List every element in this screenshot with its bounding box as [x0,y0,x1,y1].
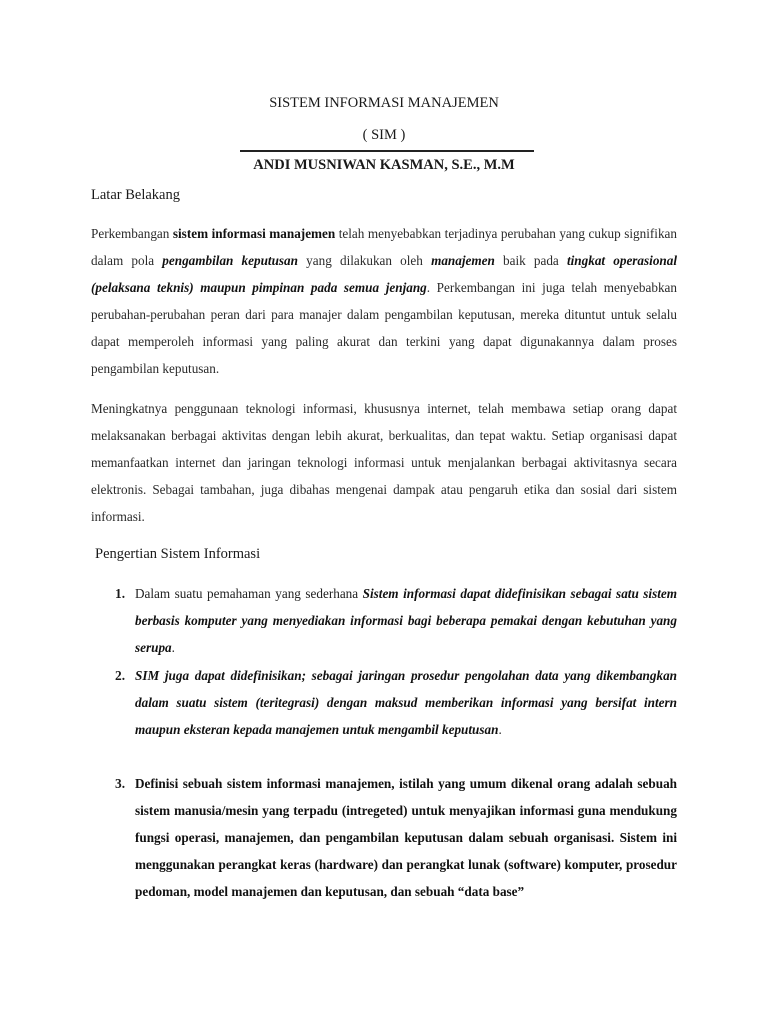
text-run: . [498,722,502,737]
bold-italic-term: manajemen [431,253,495,268]
bold-italic-term: Sistem informasi dapat didefinisikan sebagai satu sistem berbasis komputer yang menyediakan informasi bagi beberapa pemakai dengan kebutuhan yang serupa [135,586,678,655]
paragraph-2: Meningkatnya penggunaan teknologi informasi, khususnya internet, telah membawa setiap orang dapat melaksanakan berbagai aktivitas dengan lebih akurat, berkualitas, dan tepat waktu. Setiap organisasi dapat memanfaatkan internet dan jaringan teknologi informasi untuk menjalankan berbagai aktivitasnya secara elektronis. Sebagai tambahan, juga dibahas mengenai dampak atau pengaruh etika dan sosial dari sistem informasi. [91,401,677,524]
section-heading-pengertian: Pengertian Sistem Informasi [95,546,261,562]
text-run: yang dilakukan oleh [298,253,432,268]
bold-italic-term: SIM juga dapat didefinisikan; sebagai jaringan prosedur pengolahan data yang dikembangkan dalam suatu sistem (teritegrasi) dengan maksud memberikan informasi yang bersifat intern maupun eksteran kepada manajemen untuk mengambil keputusan [135,668,677,737]
text-run: . Perkembangan ini juga telah menyebabkan perubahan-perubahan peran dari para manajer dalam pengambilan keputusan, mereka dituntut untuk selalu dapat memperoleh informasi yang paling akurat dan terkini yang dapat digunakannya dalam proses pengambilan keputusan. [91,280,677,376]
text-run: baik pada [494,253,567,268]
text-run: Dalam suatu pemahaman yang sederhana [135,586,363,601]
text-run: . [171,640,175,655]
list-number: 3. [115,776,126,791]
list-item-text [135,580,677,661]
section-heading-latar-belakang: Latar Belakang [91,187,180,203]
list-item-text [135,770,677,905]
list-number: 1. [115,586,126,601]
paragraph-1 [91,220,677,382]
author-name: ANDI MUSNIWAN KASMAN, S.E., M.M [253,157,515,173]
text-run: telah menyebabkan terjadinya perubahan yang cukup signifikan dalam pola [91,226,677,268]
text-run: Perkembangan [91,226,173,241]
bold-italic-term: tingkat operasional (pelaksana teknis) maupun pimpinan pada semua jenjang [91,253,678,295]
bold-term: sistem informasi manajemen [172,226,336,241]
list-number: 2. [115,668,126,683]
document-subtitle: ( SIM ) [362,127,406,143]
title-divider [240,150,534,152]
bold-italic-term: pengambilan keputusan [162,253,298,268]
list-item-text [135,662,677,743]
bold-text: Definisi sebuah sistem informasi manajemen, istilah yang umum dikenal orang adalah sebuah sistem manusia/mesin yang terpadu (intregeted) untuk menyajikan informasi guna mendukung fungsi operasi, manajemen, dan pengambilan keputusan dalam sebuah organisasi. Sistem ini menggunakan perangkat keras (hardware) dan perangkat lunak (software) komputer, prosedur pedoman, model manajemen dan keputusan, dan sebuah “data base” [135,776,677,899]
document-title: SISTEM INFORMASI MANAJEMEN [269,95,499,111]
